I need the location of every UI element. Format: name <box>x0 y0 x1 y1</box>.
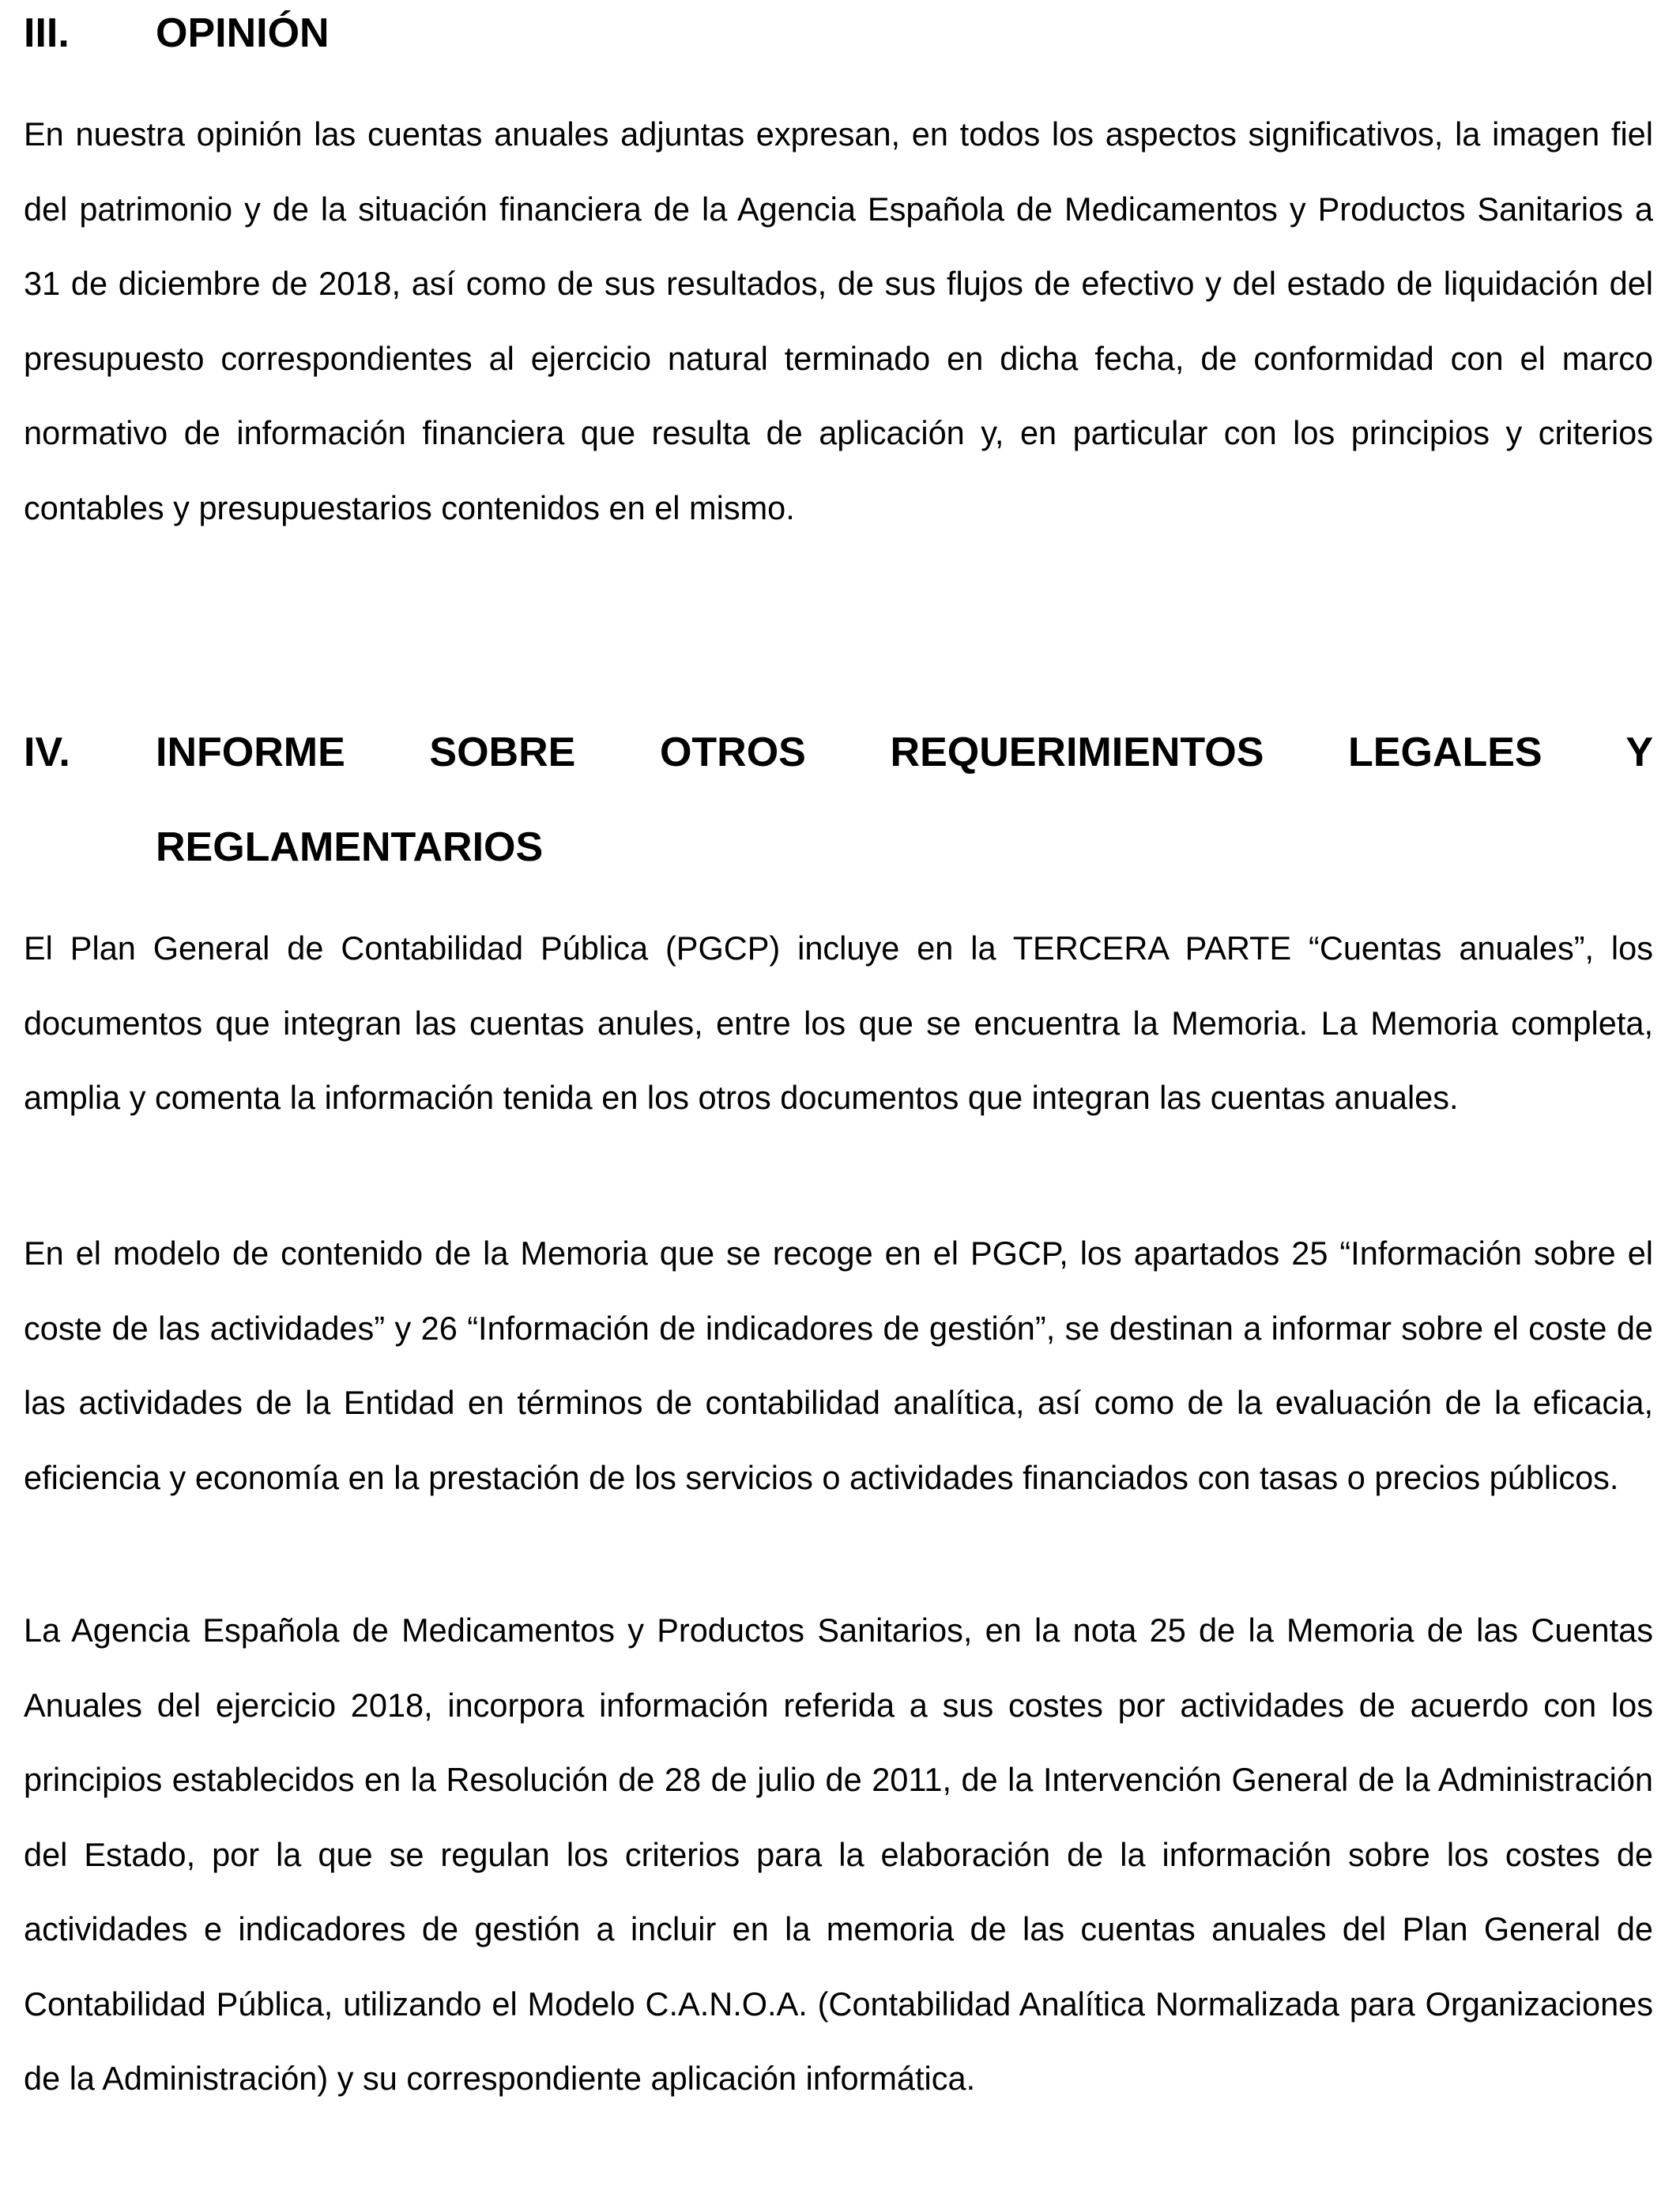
section-heading-opinion <box>24 0 1653 81</box>
section-number: IV. <box>24 729 70 775</box>
section-number: III. <box>24 10 70 56</box>
section-title-line-1: INFORME SOBRE OTROS REQUERIMIENTOS LEGALES Y <box>156 729 1653 775</box>
section-title-line-2: REGLAMENTARIOS <box>156 824 544 870</box>
informe-paragraph-1: El Plan General de Contabilidad Pública (PGCP) incluye en la TERCERA PARTE “Cuentas anuales”, los documentos que integran las cuentas anules, entre los que se encuentra la Memoria. La Memoria completa, amplia y comenta la información tenida en los otros documentos que integran las cuentas anuales. <box>24 929 1653 1116</box>
informe-paragraph-2: En el modelo de contenido de la Memoria que se recoge en el PGCP, los apartados 25 “Información sobre el coste de las actividades” y 26 “Información de indicadores de gestión”, se destinan a informar sobre el coste de las actividades de la Entidad en términos de contabilidad analítica, así como de la evaluación de la eficacia, eficiencia y economía en la prestación de los servicios o actividades financiados con tasas o precios públicos. <box>24 1235 1653 1496</box>
section-heading-informe <box>24 705 1653 800</box>
section-title: OPINIÓN <box>156 10 330 56</box>
informe-paragraph-3: La Agencia Española de Medicamentos y Productos Sanitarios, en la nota 25 de la Memoria de las Cuentas Anuales del ejercicio 2018, incorpora información referida a sus costes por actividades de acuerdo con los principios establecidos en la Resolución de 28 de julio de 2011, de la Intervención General de la Administración del Estado, por la que se regulan los criterios para la elaboración de la información sobre los costes de actividades e indicadores de gestión a incluir en la memoria de las cuentas anuales del Plan General de Contabilidad Pública, utilizando el Modelo C.A.N.O.A. (Contabilidad Analítica Normalizada para Organizaciones de la Administración) y su correspondiente aplicación informática. <box>24 1612 1653 2097</box>
opinion-paragraph: En nuestra opinión las cuentas anuales adjuntas expresan, en todos los aspectos significativos, la imagen fiel del patrimonio y de la situación financiera de la Agencia Española de Medicamentos y Productos Sanitarios a 31 de diciembre de 2018, así como de sus resultados, de sus flujos de efectivo y del estado de liquidación del presupuesto correspondientes al ejercicio natural terminado en dicha fecha, de conformidad con el marco normativo de información financiera que resulta de aplicación y, en particular con los principios y criterios contables y presupuestarios contenidos en el mismo. <box>24 115 1653 526</box>
